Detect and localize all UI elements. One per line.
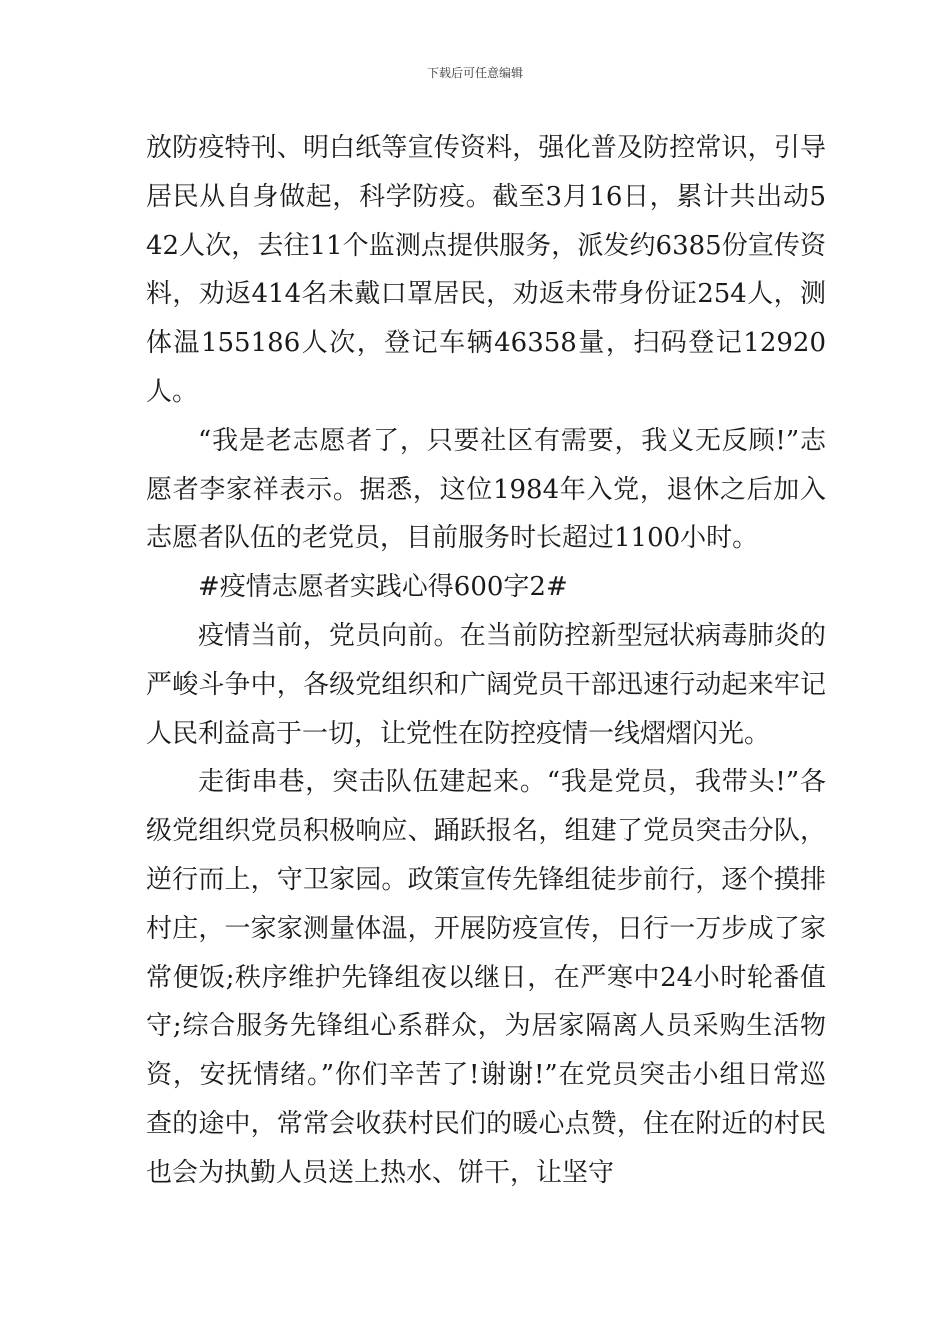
page-header-note: 下载后可任意编辑 bbox=[426, 66, 523, 80]
paragraph-commando-teams: 走街串巷，突击队伍建起来。“我是党员，我带头!”各级党组织党员积极响应、踊跃报名，组建了党员突击分队，逆行而上，守卫家园。政策宣传先锋组徒步前行，逐个摸排村庄，一家家测量体温，开展防疫宣传，日行一万步成了家常便饭;秩序维护先锋组夜以继日，在严寒中24小时轮番值守;综合服务先锋组心系群众，为居家隔离人员采购生活物资，安抚情绪。”你们辛苦了!谢谢!”在党员突击小组日常巡查的途中，常常会收获村民们的暖心点赞，住在附近的村民也会为执勤人员送上热水、饼干，让坚守 bbox=[146, 767, 826, 1188]
paragraph-volunteer-quote: “我是老志愿者了，只要社区有需要，我义无反顾!”志愿者李家祥表示。据悉，这位1984年入党，退休之后加入志愿者队伍的老党员，目前服务时长超过1100小时。 bbox=[146, 425, 826, 554]
section-heading: #疫情志愿者实践心得600字2# bbox=[198, 572, 568, 603]
document-body bbox=[146, 124, 826, 1198]
paragraph-party-members: 疫情当前，党员向前。在当前防控新型冠状病毒肺炎的严峻斗争中，各级党组织和广阔党员干部迅速行动起来牢记人民利益高于一切，让党性在防控疫情一线熠熠闪光。 bbox=[146, 620, 826, 749]
paragraph-statistics: 放防疫特刊、明白纸等宣传资料，强化普及防控常识，引导居民从自身做起，科学防疫。截至3月16日，累计共出动542人次，去往11个监测点提供服务，派发约6385份宣传资料，劝返414名未戴口罩居民，劝返未带身份证254人，测体温155186人次，登记车辆46358量，扫码登记12920人。 bbox=[146, 133, 826, 407]
